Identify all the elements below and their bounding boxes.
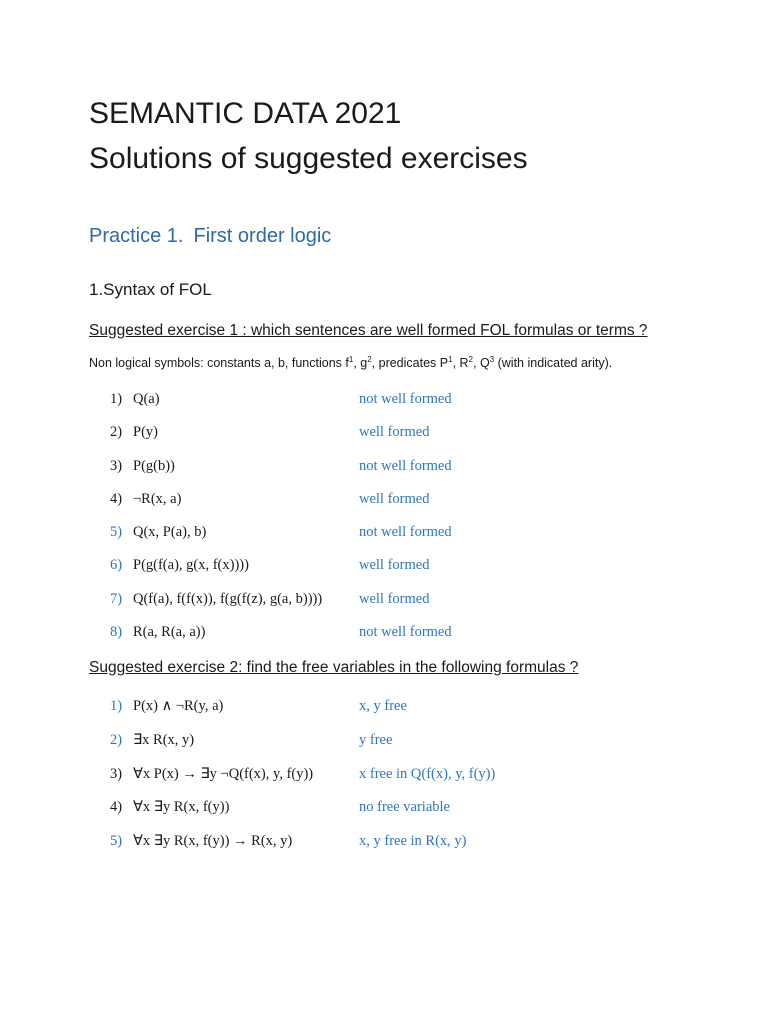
exercise1-item — [0, 624, 768, 648]
item-number: 1) — [110, 391, 123, 407]
item-answer: not well formed — [359, 458, 452, 474]
item-answer: well formed — [359, 424, 430, 440]
exercise2-item — [0, 732, 768, 756]
arity-sup: 2 — [367, 354, 372, 364]
document-subtitle: Solutions of suggested exercises — [89, 142, 528, 175]
item-answer: well formed — [359, 557, 430, 573]
arity-sup: 3 — [489, 354, 495, 364]
item-number: 1) — [110, 698, 123, 714]
item-answer: x, y free in R(x, y) — [359, 833, 467, 849]
item-answer: not well formed — [359, 524, 452, 540]
item-answer: y free — [359, 732, 393, 748]
exercise2-item — [0, 833, 768, 857]
arity-sup: 1 — [348, 354, 354, 364]
item-formula: ∀x P(x) → ∃y ¬Q(f(x), y, f(y)) — [133, 766, 314, 782]
exercise2-heading: Suggested exercise 2: find the free variables in the following formulas ? — [89, 659, 579, 676]
exercise2-item — [0, 698, 768, 722]
exercise1-item — [0, 524, 768, 548]
item-formula: Q(x, P(a), b) — [133, 524, 207, 540]
item-formula: Q(a) — [133, 391, 160, 407]
exercise1-item — [0, 491, 768, 515]
exercise1-item — [0, 458, 768, 482]
item-number: 3) — [110, 458, 123, 474]
item-formula: ∀x ∃y R(x, f(y)) → R(x, y) — [133, 833, 293, 849]
item-number: 3) — [110, 766, 123, 782]
item-number: 6) — [110, 557, 123, 573]
item-formula: ∃x R(x, y) — [133, 732, 195, 748]
practice-heading — [89, 225, 331, 248]
item-answer: x free in Q(f(x), y, f(y)) — [359, 766, 496, 782]
item-formula: R(a, R(a, a)) — [133, 624, 206, 640]
note-text: , R — [452, 356, 469, 370]
document-title: SEMANTIC DATA 2021 — [89, 97, 402, 130]
item-formula: ¬R(x, a) — [133, 491, 182, 507]
item-number: 8) — [110, 624, 123, 640]
practice-title: First order logic — [193, 225, 332, 247]
item-formula: P(g(b)) — [133, 458, 175, 474]
exercise2-item — [0, 766, 768, 790]
item-answer: no free variable — [359, 799, 450, 815]
exercise1-heading: Suggested exercise 1 : which sentences are well formed FOL formulas or terms ? — [89, 322, 648, 339]
note-text: , g — [353, 356, 368, 370]
item-number: 7) — [110, 591, 123, 607]
arity-sup: 2 — [468, 354, 473, 364]
arity-sup: 1 — [448, 354, 453, 364]
note-text: Non logical symbols: constants a, b, functions f — [89, 356, 349, 370]
item-answer: x, y free — [359, 698, 407, 714]
item-number: 4) — [110, 491, 123, 507]
item-number: 5) — [110, 833, 123, 849]
item-answer: well formed — [359, 491, 430, 507]
exercise1-item — [0, 591, 768, 615]
exercise1-item — [0, 391, 768, 415]
exercise2-item — [0, 799, 768, 823]
note-text: (with indicated arity). — [494, 356, 613, 370]
note-text: , predicates P — [371, 356, 449, 370]
item-number: 2) — [110, 732, 123, 748]
item-number: 5) — [110, 524, 123, 540]
item-answer: not well formed — [359, 624, 452, 640]
item-answer: well formed — [359, 591, 430, 607]
item-formula: Q(f(a), f(f(x)), f(g(f(z), g(a, b)))) — [133, 591, 323, 607]
item-formula: P(g(f(a), g(x, f(x)))) — [133, 557, 249, 573]
item-number: 4) — [110, 799, 123, 815]
exercise1-item — [0, 557, 768, 581]
note-text: , Q — [473, 356, 490, 370]
section-heading: 1.Syntax of FOL — [89, 280, 212, 299]
item-formula: P(y) — [133, 424, 158, 440]
exercise1-item — [0, 424, 768, 448]
exercise1-note — [89, 356, 612, 370]
practice-label: Practice 1. — [89, 225, 184, 247]
item-number: 2) — [110, 424, 123, 440]
item-formula: ∀x ∃y R(x, f(y)) — [133, 799, 230, 815]
item-answer: not well formed — [359, 391, 452, 407]
item-formula: P(x) ∧ ¬R(y, a) — [133, 698, 224, 714]
